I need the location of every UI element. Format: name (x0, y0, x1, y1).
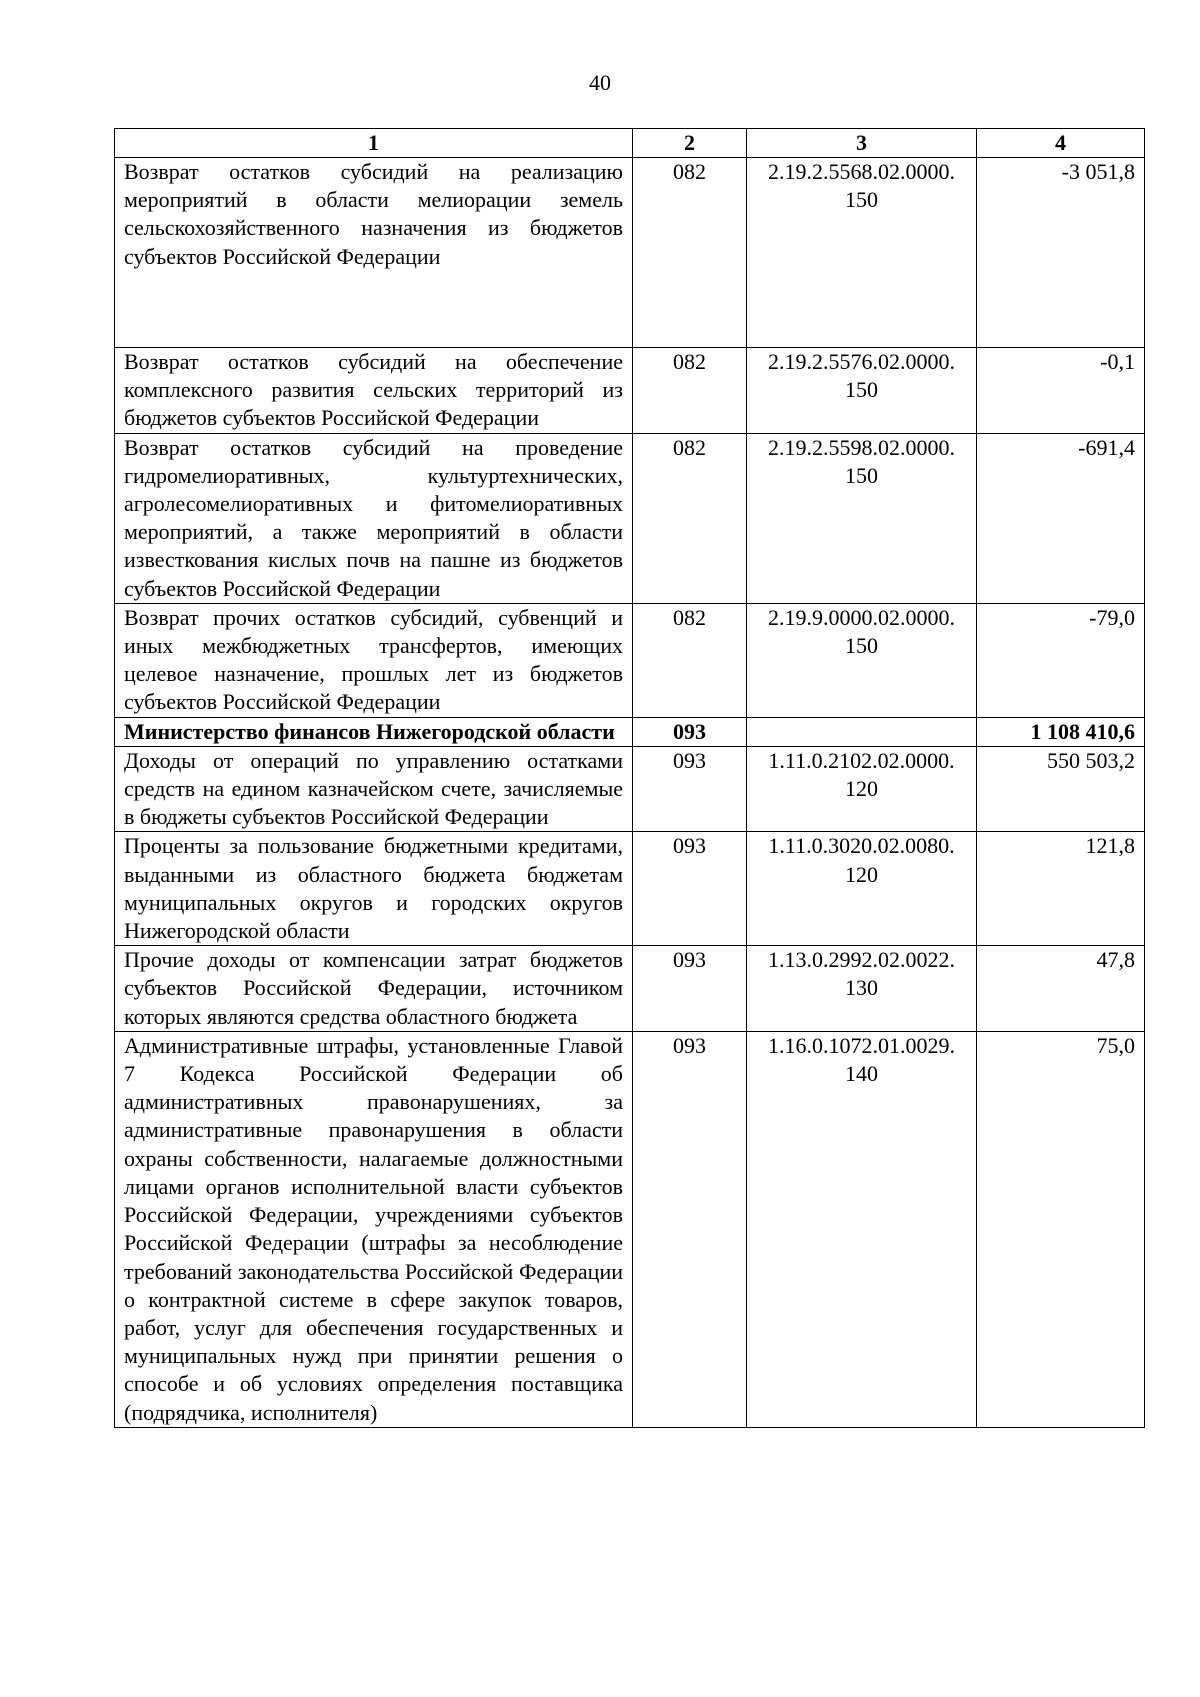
table-row (115, 946, 1145, 1032)
table-header-row (115, 129, 1145, 158)
code-line-2: 120 (845, 861, 878, 887)
row-admin-code: 082 (633, 603, 747, 717)
row-description: Возврат остатков субсидий на обеспечение комплексного развития сельских территорий из бюджетов субъектов Российской Федерации (115, 348, 633, 434)
code-line-1: 1.11.0.3020.02.0080. (768, 833, 955, 859)
table-row (115, 746, 1145, 832)
table-row (115, 158, 1145, 348)
row-classification-code (747, 433, 977, 603)
row-description: Доходы от операций по управлению остатками средств на едином казначейском счете, зачисляемые в бюджеты субъектов Российской Федерации (115, 746, 633, 832)
code-line-2: 120 (845, 776, 878, 802)
page-number: 40 (589, 70, 611, 95)
row-amount: 550 503,2 (977, 746, 1145, 832)
row-admin-code: 093 (633, 832, 747, 946)
row-amount: 47,8 (977, 946, 1145, 1032)
row-classification-code (747, 1031, 977, 1427)
row-admin-code: 093 (633, 1031, 747, 1427)
row-description: Возврат прочих остатков субсидий, субвенций и иных межбюджетных трансфертов, имеющих целевое назначение, прошлых лет из бюджетов субъектов Российской Федерации (115, 603, 633, 717)
row-classification-code (747, 717, 977, 746)
row-classification-code (747, 158, 977, 348)
row-amount: -0,1 (977, 348, 1145, 434)
code-line-2: 130 (845, 975, 878, 1001)
revenue-table (114, 128, 1145, 1428)
column-header: 3 (747, 129, 977, 158)
table-row-section (115, 717, 1145, 746)
row-description: Министерство финансов Нижегородской области (115, 717, 633, 746)
code-line-1: 1.16.0.1072.01.0029. (768, 1032, 955, 1058)
table-row (115, 832, 1145, 946)
row-amount: -691,4 (977, 433, 1145, 603)
column-header: 4 (977, 129, 1145, 158)
row-description: Возврат остатков субсидий на реализацию мероприятий в области мелиорации земель сельскохозяйственного назначения из бюджетов субъектов Российской Федерации (115, 158, 633, 348)
code-line-1: 2.19.9.0000.02.0000. (768, 604, 955, 630)
row-description: Проценты за пользование бюджетными кредитами, выданными из областного бюджета бюджетам муниципальных округов и городских округов Нижегородской области (115, 832, 633, 946)
table-row (115, 433, 1145, 603)
row-description: Возврат остатков субсидий на проведение гидромелиоративных, культуртехнических, агролесомелиоративных и фитомелиоративных мероприятий, а также мероприятий в области известкования кислых почв на пашне из бюджетов субъектов Российской Федерации (115, 433, 633, 603)
row-classification-code (747, 348, 977, 434)
row-amount: 121,8 (977, 832, 1145, 946)
row-classification-code (747, 832, 977, 946)
code-line-2: 150 (845, 377, 878, 403)
row-amount: -3 051,8 (977, 158, 1145, 348)
code-line-1: 1.11.0.2102.02.0000. (768, 747, 955, 773)
code-line-1: 2.19.2.5568.02.0000. (768, 159, 955, 184)
code-line-2: 150 (845, 462, 878, 488)
code-line-1: 2.19.2.5598.02.0000. (768, 434, 955, 460)
row-classification-code (747, 746, 977, 832)
row-admin-code: 082 (633, 433, 747, 603)
table-row (115, 1031, 1145, 1427)
row-admin-code: 093 (633, 946, 747, 1032)
row-description: Административные штрафы, установленные Главой 7 Кодекса Российской Федерации об административных правонарушениях, за административные правонарушения в области охраны собственности, налагаемые должностными лицами органов исполнительной власти субъектов Российской Федерации, учреждениями субъектов Российской Федерации (штрафы за несоблюдение требований законодательства Российской Федерации о контрактной системе в сфере закупок товаров, работ, услуг для обеспечения государственных и муниципальных нужд при принятии решения о способе и об условиях определения поставщика (подрядчика, исполнителя) (115, 1031, 633, 1427)
row-description: Прочие доходы от компенсации затрат бюджетов субъектов Российской Федерации, источником которых являются средства областного бюджета (115, 946, 633, 1032)
row-amount: 1 108 410,6 (977, 717, 1145, 746)
column-header: 1 (115, 129, 633, 158)
row-classification-code (747, 603, 977, 717)
code-line-2: 140 (845, 1061, 878, 1087)
row-admin-code: 082 (633, 348, 747, 434)
table-row (115, 603, 1145, 717)
row-amount: -79,0 (977, 603, 1145, 717)
row-admin-code: 093 (633, 717, 747, 746)
code-line-2: 150 (845, 187, 878, 213)
row-amount: 75,0 (977, 1031, 1145, 1427)
row-admin-code: 082 (633, 158, 747, 348)
code-line-1: 2.19.2.5576.02.0000. (768, 349, 955, 374)
table-row (115, 348, 1145, 434)
row-classification-code (747, 946, 977, 1032)
code-line-1: 1.13.0.2992.02.0022. (768, 947, 955, 973)
row-admin-code: 093 (633, 746, 747, 832)
column-header: 2 (633, 129, 747, 158)
code-line-2: 150 (845, 633, 878, 659)
